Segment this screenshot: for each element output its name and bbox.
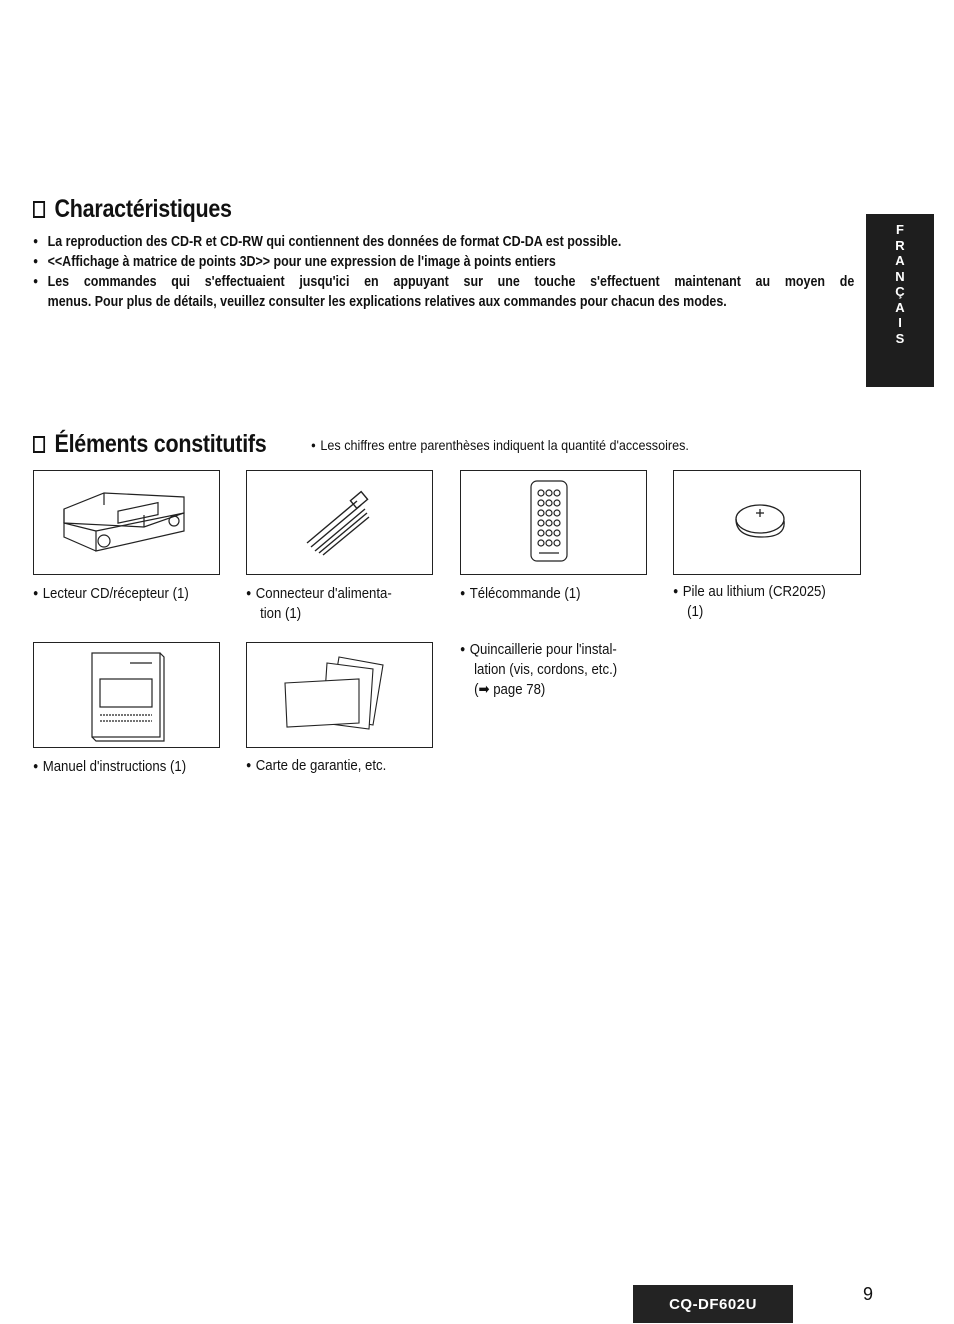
component-caption: ● Manuel d'instructions (1) xyxy=(33,758,187,775)
caption-text: Connecteur d'alimenta- xyxy=(255,585,392,602)
component-caption: ● Carte de garantie, etc. xyxy=(246,757,387,774)
side-tab-letter: F xyxy=(896,222,904,237)
side-tab-letter: R xyxy=(895,237,905,253)
power-connector-image-box xyxy=(246,470,433,575)
model-name: CQ-DF602U xyxy=(669,1295,757,1313)
components-title: Éléments constitutifs xyxy=(54,430,267,458)
component-caption: ● Télécommande (1) xyxy=(460,585,581,602)
caption-text-line2: (1) xyxy=(687,603,704,620)
caption-text: Quincaillerie pour l'instal- xyxy=(469,641,617,658)
cd-receiver-image-box xyxy=(33,470,220,575)
components-note-text: Les chiffres entre parenthèses indiquent la quantité d'accessoires. xyxy=(320,437,689,453)
side-tab-letter: S xyxy=(895,330,905,346)
language-side-tab xyxy=(866,214,934,387)
features-list xyxy=(33,232,854,312)
side-tab-letter: A xyxy=(895,299,905,315)
components-note: ● Les chiffres entre parenthèses indiquent la quantité d'accessoires. xyxy=(311,437,689,453)
manual-image-box xyxy=(33,642,220,748)
model-footer-tab xyxy=(633,1285,793,1323)
feature-item: ● Les commandes qui s'effectuaient jusqu'ici en appuyant sur une touche s'effectuent maintenant au moyen de xyxy=(33,272,854,292)
caption-text: Manuel d'instructions (1) xyxy=(42,758,187,775)
component-caption: ● Pile au lithium (CR2025) (1) xyxy=(673,583,826,620)
caption-text: Lecteur CD/récepteur (1) xyxy=(42,585,189,602)
remote-control-icon xyxy=(461,471,646,574)
power-connector-icon xyxy=(247,471,432,574)
caption-text-line3: (➡ page 78) xyxy=(474,681,546,698)
manual-icon xyxy=(34,643,219,747)
caption-text: Carte de garantie, etc. xyxy=(255,757,387,774)
square-bullet-icon xyxy=(33,201,45,218)
caption-text: Télécommande (1) xyxy=(469,585,581,602)
feature-item-continuation: menus. Pour plus de détails, veuillez consulter les explications relatives aux commandes pour chacun des modes. xyxy=(47,294,727,310)
components-heading xyxy=(33,430,267,459)
lithium-battery-icon xyxy=(674,471,860,574)
caption-text-line2: tion (1) xyxy=(260,605,302,622)
side-tab-letter: I xyxy=(898,315,902,330)
caption-text-line2: lation (vis, cordons, etc.) xyxy=(474,661,618,678)
component-caption: ● Lecteur CD/récepteur (1) xyxy=(33,585,189,602)
caption-text: Pile au lithium (CR2025) xyxy=(682,583,826,600)
feature-item: ● La reproduction des CD-R et CD-RW qui contiennent des données de format CD-DA est possible. xyxy=(33,232,854,252)
remote-control-image-box xyxy=(460,470,647,575)
feature-item: ● <<Affichage à matrice de points 3D>> pour une expression de l'image à points entiers xyxy=(33,252,854,272)
side-tab-letter: Ç xyxy=(895,284,905,299)
side-tab-letter: A xyxy=(895,253,905,268)
lithium-battery-image-box xyxy=(673,470,861,575)
features-heading xyxy=(33,195,232,224)
warranty-card-image-box xyxy=(246,642,433,748)
cd-receiver-icon xyxy=(34,471,219,574)
component-caption: ● Connecteur d'alimenta- tion (1) xyxy=(246,585,392,622)
side-tab-letter: N xyxy=(895,268,905,284)
component-caption: ● Quincaillerie pour l'instal- lation (vis, cordons, etc.) (➡ page 78) xyxy=(460,641,618,698)
features-title: Charactéristiques xyxy=(54,195,232,223)
page-number: 9 xyxy=(863,1284,874,1304)
warranty-card-icon xyxy=(247,643,432,747)
square-bullet-icon xyxy=(33,436,45,453)
